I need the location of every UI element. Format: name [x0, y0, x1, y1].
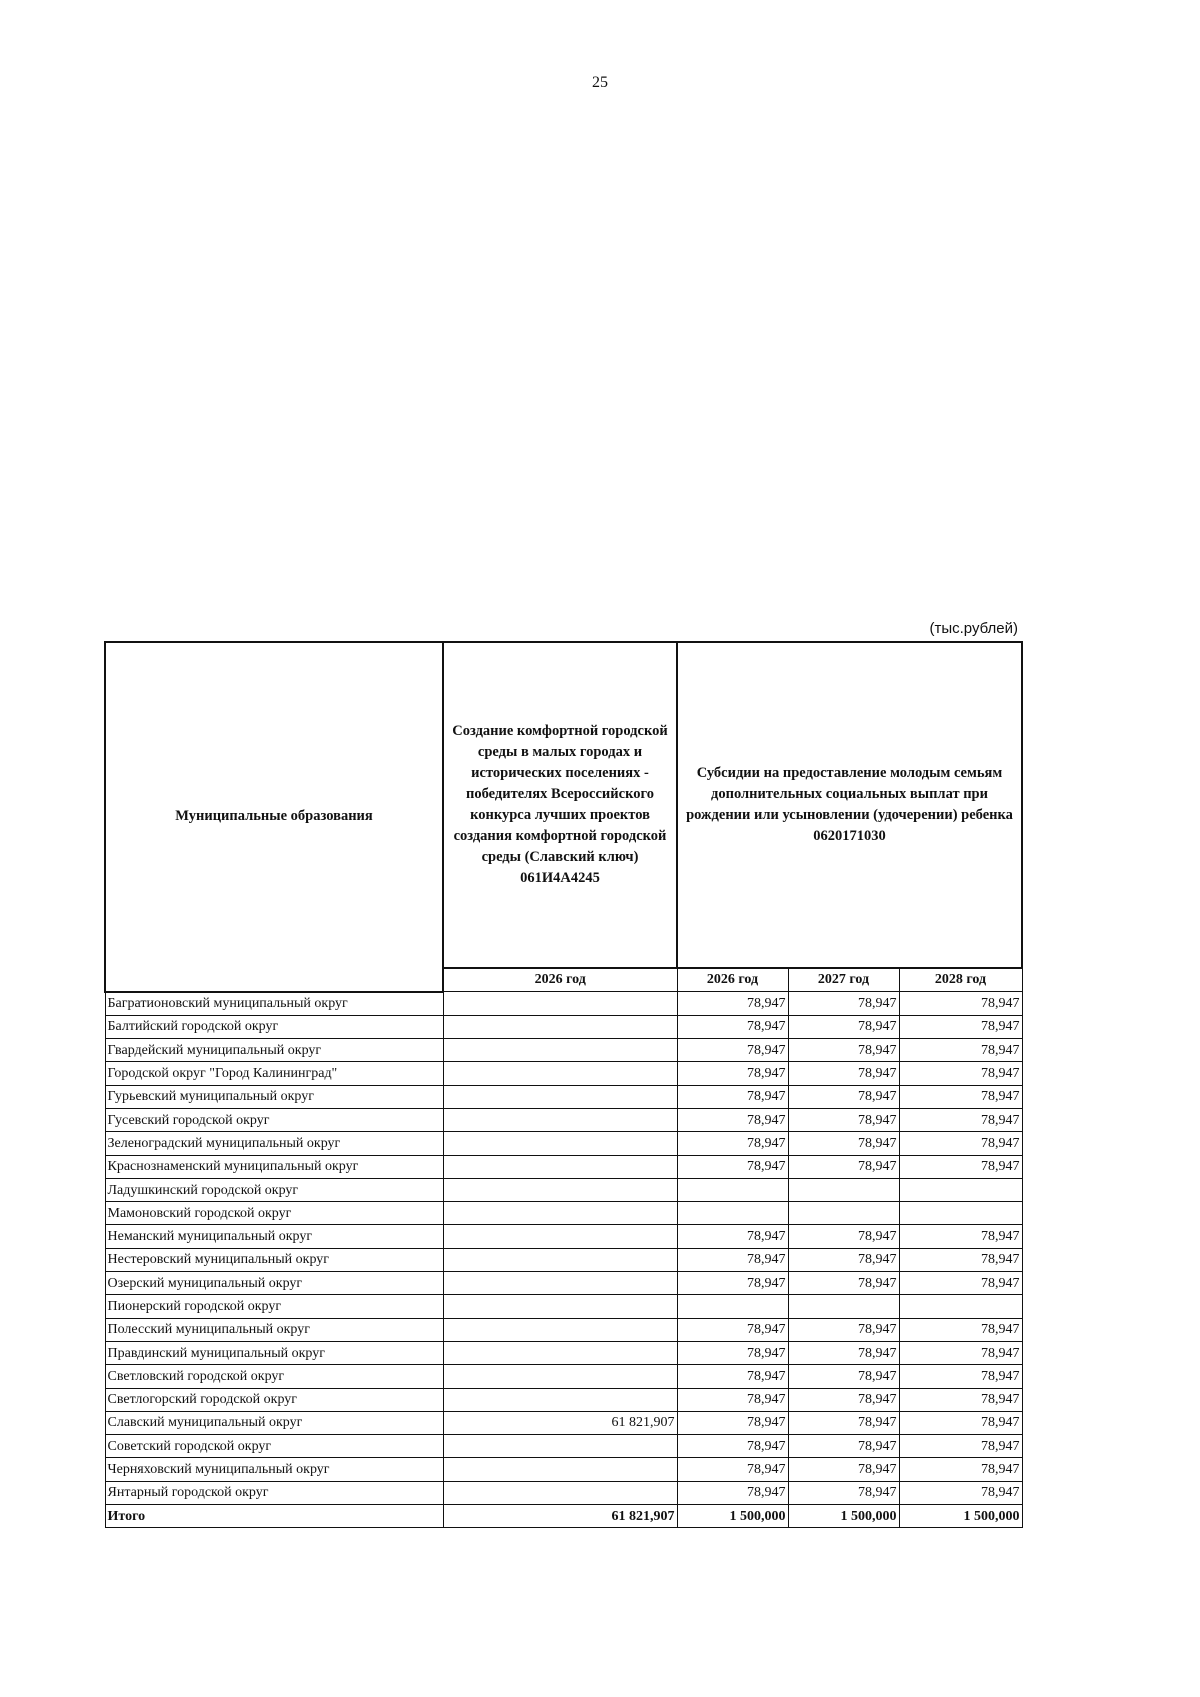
- table-row: [105, 1481, 1022, 1504]
- year-header: 2026 год: [443, 968, 677, 992]
- year-header: 2028 год: [899, 968, 1022, 992]
- amount-cell: 78,947: [899, 1132, 1022, 1155]
- amount-cell: [443, 1225, 677, 1248]
- amount-cell: 78,947: [899, 1388, 1022, 1411]
- municipality-cell: Черняховский муниципальный округ: [105, 1458, 443, 1481]
- amount-cell: 78,947: [788, 1411, 899, 1434]
- table-row: [105, 1039, 1022, 1062]
- amount-cell: [677, 1295, 788, 1318]
- amount-cell: [443, 1178, 677, 1201]
- table-row: [105, 1178, 1022, 1201]
- municipality-cell: Мамоновский городской округ: [105, 1202, 443, 1225]
- amount-cell: 78,947: [677, 1248, 788, 1271]
- amount-cell: [443, 1295, 677, 1318]
- amount-cell: [443, 1365, 677, 1388]
- amount-cell: 78,947: [788, 1272, 899, 1295]
- amount-cell: [443, 1085, 677, 1108]
- table-row: [105, 1225, 1022, 1248]
- amount-cell: 78,947: [899, 1458, 1022, 1481]
- amount-cell: 78,947: [788, 1132, 899, 1155]
- amount-cell: [899, 1178, 1022, 1201]
- header-comfort-environment: [443, 642, 677, 968]
- table-row: [105, 1318, 1022, 1341]
- amount-cell: 78,947: [788, 1248, 899, 1271]
- header-comfort-environment-code: 061И4А4245: [520, 870, 600, 886]
- municipality-cell: Неманский муниципальный округ: [105, 1225, 443, 1248]
- municipality-cell: Итого: [105, 1505, 443, 1528]
- amount-cell: 78,947: [899, 1341, 1022, 1364]
- amount-cell: 78,947: [899, 1108, 1022, 1131]
- amount-cell: [443, 1039, 677, 1062]
- amount-cell: 78,947: [788, 1062, 899, 1085]
- municipality-cell: Славский муниципальный округ: [105, 1411, 443, 1434]
- amount-cell: 78,947: [788, 1225, 899, 1248]
- table-body: [105, 992, 1022, 1528]
- subsidy-table-container: [104, 641, 1023, 1528]
- amount-cell: [443, 992, 677, 1016]
- table-row: [105, 1272, 1022, 1295]
- amount-cell: 1 500,000: [899, 1505, 1022, 1528]
- amount-cell: 78,947: [788, 1388, 899, 1411]
- amount-cell: 78,947: [677, 992, 788, 1016]
- municipality-cell: Городской округ "Город Калининград": [105, 1062, 443, 1085]
- amount-cell: 78,947: [677, 1318, 788, 1341]
- table-row: [105, 1411, 1022, 1434]
- amount-cell: 78,947: [899, 1248, 1022, 1271]
- table-row: [105, 1341, 1022, 1364]
- amount-cell: 1 500,000: [677, 1505, 788, 1528]
- amount-cell: 78,947: [899, 1039, 1022, 1062]
- amount-cell: 78,947: [677, 1272, 788, 1295]
- table-row: [105, 1295, 1022, 1318]
- amount-cell: 78,947: [899, 1481, 1022, 1504]
- amount-cell: 78,947: [899, 1365, 1022, 1388]
- amount-cell: [443, 1248, 677, 1271]
- amount-cell: 78,947: [677, 1435, 788, 1458]
- municipality-cell: Гвардейский муниципальный округ: [105, 1039, 443, 1062]
- table-row: [105, 1388, 1022, 1411]
- amount-cell: 61 821,907: [443, 1411, 677, 1434]
- header-young-families-subsidy-code: 0620171030: [813, 828, 886, 844]
- amount-cell: [443, 1435, 677, 1458]
- amount-cell: 78,947: [788, 1435, 899, 1458]
- amount-cell: [443, 1202, 677, 1225]
- amount-cell: [788, 1202, 899, 1225]
- municipality-cell: Балтийский городской округ: [105, 1015, 443, 1038]
- amount-cell: 78,947: [677, 1039, 788, 1062]
- header-row: [105, 642, 1022, 968]
- amount-cell: [443, 1272, 677, 1295]
- municipality-cell: Багратионовский муниципальный округ: [105, 992, 443, 1016]
- table-row: [105, 1108, 1022, 1131]
- amount-cell: 78,947: [899, 1015, 1022, 1038]
- amount-cell: 78,947: [788, 992, 899, 1016]
- municipality-cell: Светлогорский городской округ: [105, 1388, 443, 1411]
- amount-cell: 78,947: [788, 1481, 899, 1504]
- amount-cell: [788, 1295, 899, 1318]
- municipality-cell: Полесский муниципальный округ: [105, 1318, 443, 1341]
- table-row: [105, 1435, 1022, 1458]
- amount-cell: [899, 1202, 1022, 1225]
- municipality-cell: Зеленоградский муниципальный округ: [105, 1132, 443, 1155]
- municipality-cell: Правдинский муниципальный округ: [105, 1341, 443, 1364]
- amount-cell: 78,947: [677, 1458, 788, 1481]
- municipality-cell: Советский городской округ: [105, 1435, 443, 1458]
- municipality-cell: Гусевский городской округ: [105, 1108, 443, 1131]
- amount-cell: 78,947: [899, 1085, 1022, 1108]
- amount-cell: [899, 1295, 1022, 1318]
- amount-cell: [443, 1108, 677, 1131]
- amount-cell: 78,947: [788, 1155, 899, 1178]
- municipality-cell: Нестеровский муниципальный округ: [105, 1248, 443, 1271]
- header-municipalities: Муниципальные образования: [105, 642, 443, 992]
- amount-cell: 78,947: [677, 1132, 788, 1155]
- amount-cell: 1 500,000: [788, 1505, 899, 1528]
- municipality-cell: Светловский городской округ: [105, 1365, 443, 1388]
- amount-cell: [443, 1015, 677, 1038]
- amount-cell: 61 821,907: [443, 1505, 677, 1528]
- amount-cell: 78,947: [899, 1155, 1022, 1178]
- amount-cell: 78,947: [788, 1015, 899, 1038]
- municipality-cell: Озерский муниципальный округ: [105, 1272, 443, 1295]
- amount-cell: 78,947: [899, 1435, 1022, 1458]
- municipality-cell: Краснознаменский муниципальный округ: [105, 1155, 443, 1178]
- amount-cell: 78,947: [788, 1365, 899, 1388]
- amount-cell: [443, 1155, 677, 1178]
- amount-cell: [443, 1388, 677, 1411]
- amount-cell: 78,947: [788, 1341, 899, 1364]
- table-row: [105, 1202, 1022, 1225]
- amount-cell: 78,947: [788, 1108, 899, 1131]
- amount-cell: [443, 1062, 677, 1085]
- amount-cell: [443, 1481, 677, 1504]
- header-young-families-subsidy-text: Субсидии на предоставление молодым семьям дополнительных социальных выплат при рождении или усыновлении (удочерении) ребенка: [686, 765, 1013, 823]
- amount-cell: 78,947: [899, 1225, 1022, 1248]
- amount-cell: [443, 1458, 677, 1481]
- amount-cell: 78,947: [677, 1015, 788, 1038]
- page-number: 25: [592, 74, 608, 91]
- amount-cell: 78,947: [677, 1155, 788, 1178]
- amount-cell: 78,947: [899, 1411, 1022, 1434]
- year-header: 2026 год: [677, 968, 788, 992]
- amount-cell: 78,947: [677, 1481, 788, 1504]
- table-header: [105, 642, 1022, 992]
- table-row: [105, 1248, 1022, 1271]
- amount-cell: 78,947: [788, 1458, 899, 1481]
- municipality-cell: Ладушкинский городской округ: [105, 1178, 443, 1201]
- amount-cell: 78,947: [677, 1062, 788, 1085]
- total-row: [105, 1505, 1022, 1528]
- header-young-families-subsidy: [677, 642, 1022, 968]
- amount-cell: 78,947: [788, 1318, 899, 1341]
- amount-cell: [443, 1132, 677, 1155]
- municipality-cell: Гурьевский муниципальный округ: [105, 1085, 443, 1108]
- table-row: [105, 1458, 1022, 1481]
- table-row: [105, 1085, 1022, 1108]
- amount-cell: 78,947: [899, 992, 1022, 1016]
- municipality-cell: Янтарный городской округ: [105, 1481, 443, 1504]
- amount-cell: 78,947: [899, 1272, 1022, 1295]
- year-header: 2027 год: [788, 968, 899, 992]
- amount-cell: 78,947: [788, 1085, 899, 1108]
- table-row: [105, 1015, 1022, 1038]
- table-row: [105, 1062, 1022, 1085]
- amount-cell: 78,947: [677, 1365, 788, 1388]
- amount-cell: 78,947: [677, 1341, 788, 1364]
- table-row: [105, 1155, 1022, 1178]
- amount-cell: 78,947: [677, 1225, 788, 1248]
- amount-cell: [788, 1178, 899, 1201]
- amount-cell: 78,947: [677, 1411, 788, 1434]
- amount-cell: [677, 1202, 788, 1225]
- amount-cell: 78,947: [788, 1039, 899, 1062]
- amount-cell: [443, 1341, 677, 1364]
- table-row: [105, 1365, 1022, 1388]
- amount-cell: [677, 1178, 788, 1201]
- header-comfort-environment-text: Создание комфортной городской среды в малых городах и исторических поселениях - победителях Всероссийского конкурса лучших проектов создания комфортной городской среды (Славский ключ): [452, 723, 668, 865]
- amount-cell: 78,947: [899, 1062, 1022, 1085]
- amount-cell: 78,947: [677, 1108, 788, 1131]
- amount-cell: [443, 1318, 677, 1341]
- table-row: [105, 1132, 1022, 1155]
- amount-cell: 78,947: [677, 1388, 788, 1411]
- units-label: (тыс.рублей): [929, 620, 1018, 637]
- municipality-cell: Пионерский городской округ: [105, 1295, 443, 1318]
- subsidy-table: [104, 641, 1023, 1528]
- amount-cell: 78,947: [677, 1085, 788, 1108]
- table-row: [105, 992, 1022, 1016]
- amount-cell: 78,947: [899, 1318, 1022, 1341]
